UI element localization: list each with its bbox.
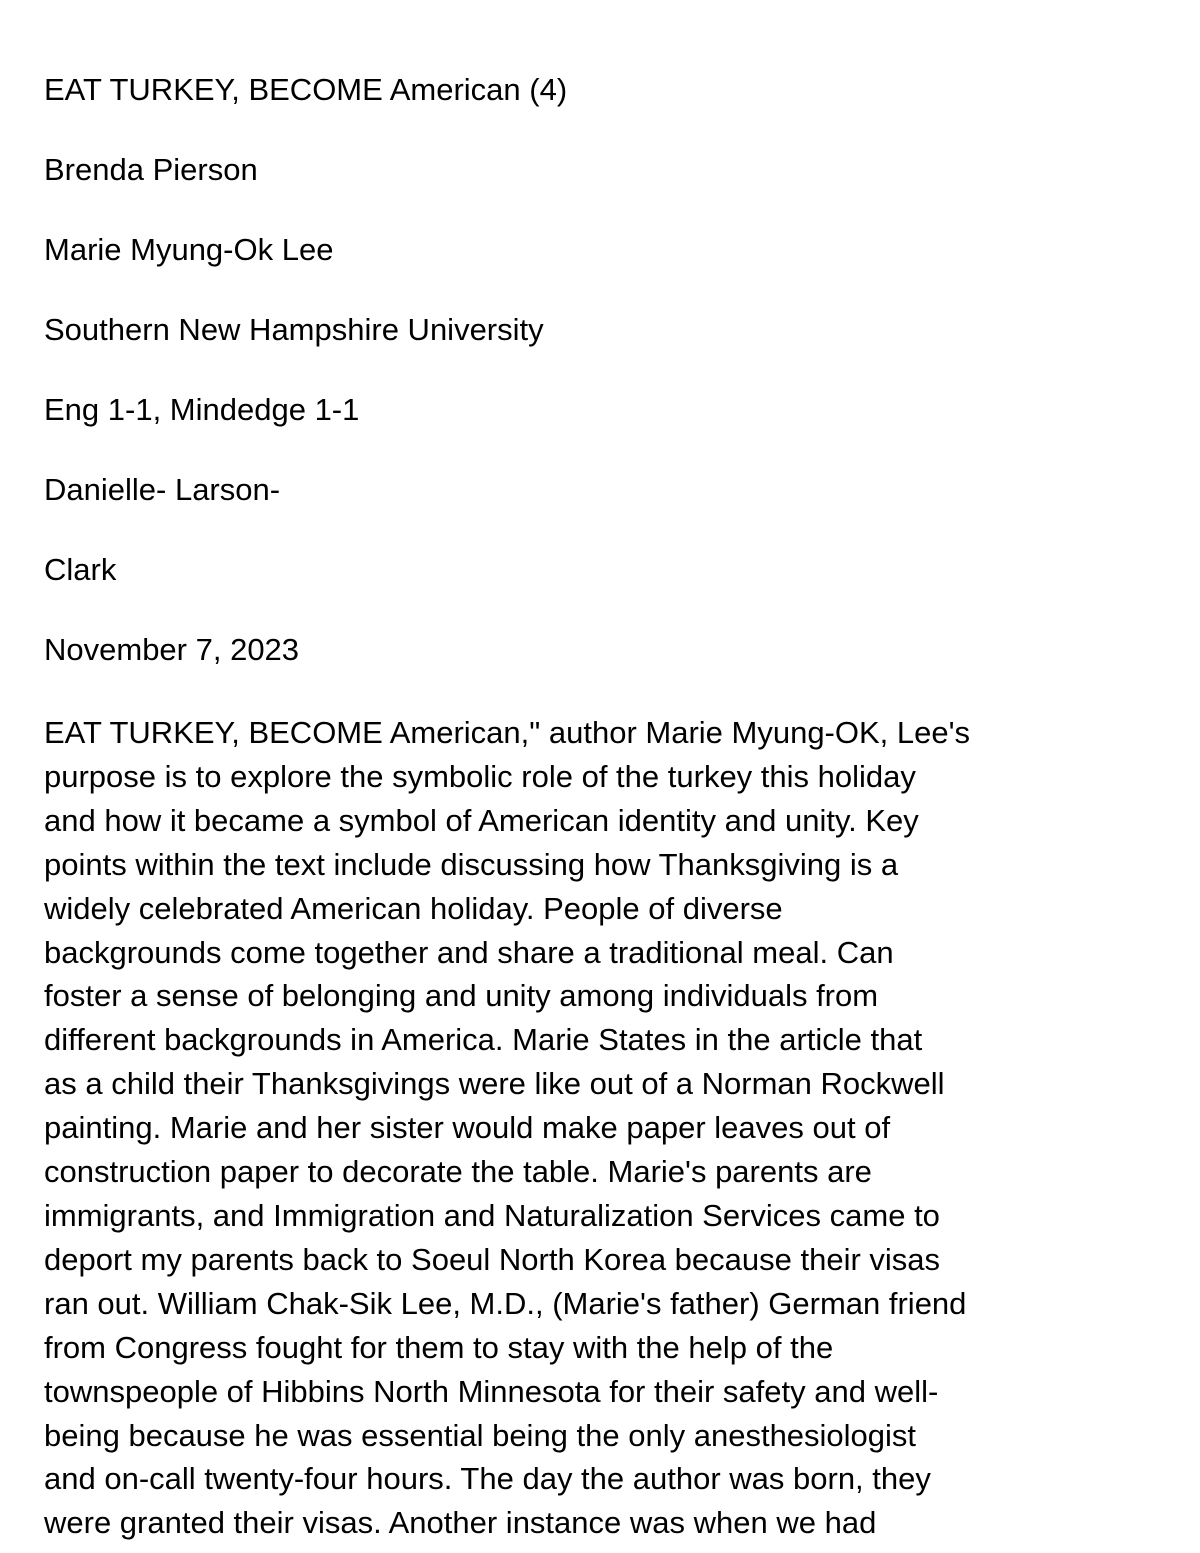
paragraph-line: ran out. William Chak-Sik Lee, M.D., (Marie's father) German friend <box>44 1285 967 1321</box>
instructor-name-part-1: Danielle- Larson- <box>44 472 281 507</box>
paragraph-line: as a child their Thanksgivings were like out of a Norman Rockwell <box>44 1066 945 1102</box>
paragraph-line: EAT TURKEY, BECOME American," author Marie Myung-OK, Lee's <box>44 715 971 750</box>
paragraph-line: points within the text include discussing how Thanksgiving is a <box>44 846 899 882</box>
paragraph-line: from Congress fought for them to stay with the help of the <box>44 1329 834 1365</box>
paragraph-line: being because he was essential being the only anesthesiologist <box>44 1417 917 1453</box>
paragraph-line: were granted their visas. Another instance was when we had <box>44 1505 877 1541</box>
paragraph-line: immigrants, and Immigration and Naturalization Services came to <box>44 1197 940 1233</box>
essay-body-paragraph <box>44 711 1144 1545</box>
course-name: Eng 1-1, Mindedge 1-1 <box>44 392 360 427</box>
document-date: November 7, 2023 <box>44 632 300 667</box>
paragraph-line: and how it became a symbol of American identity and unity. Key <box>44 802 919 838</box>
paragraph-line: widely celebrated American holiday. People of diverse <box>44 890 783 926</box>
paragraph-line: painting. Marie and her sister would make paper leaves out of <box>44 1110 891 1146</box>
paragraph-line: purpose is to explore the symbolic role of the turkey this holiday <box>44 758 916 794</box>
source-author-name: Marie Myung-Ok Lee <box>44 232 334 267</box>
paragraph-line: backgrounds come together and share a traditional meal. Can <box>44 934 894 970</box>
author-name: Brenda Pierson <box>44 152 258 187</box>
paragraph-line: construction paper to decorate the table. Marie's parents are <box>44 1154 872 1190</box>
paragraph-line: and on-call twenty-four hours. The day the author was born, they <box>44 1461 931 1497</box>
instructor-name-part-2: Clark <box>44 552 117 587</box>
paragraph-line: deport my parents back to Soeul North Korea because their visas <box>44 1241 941 1277</box>
paragraph-line: foster a sense of belonging and unity among individuals from <box>44 978 879 1014</box>
document-title: EAT TURKEY, BECOME American (4) <box>44 72 568 107</box>
paragraph-line: different backgrounds in America. Marie States in the article that <box>44 1022 923 1058</box>
paragraph-line: townspeople of Hibbins North Minnesota for their safety and well- <box>44 1373 939 1409</box>
institution-name: Southern New Hampshire University <box>44 312 544 347</box>
